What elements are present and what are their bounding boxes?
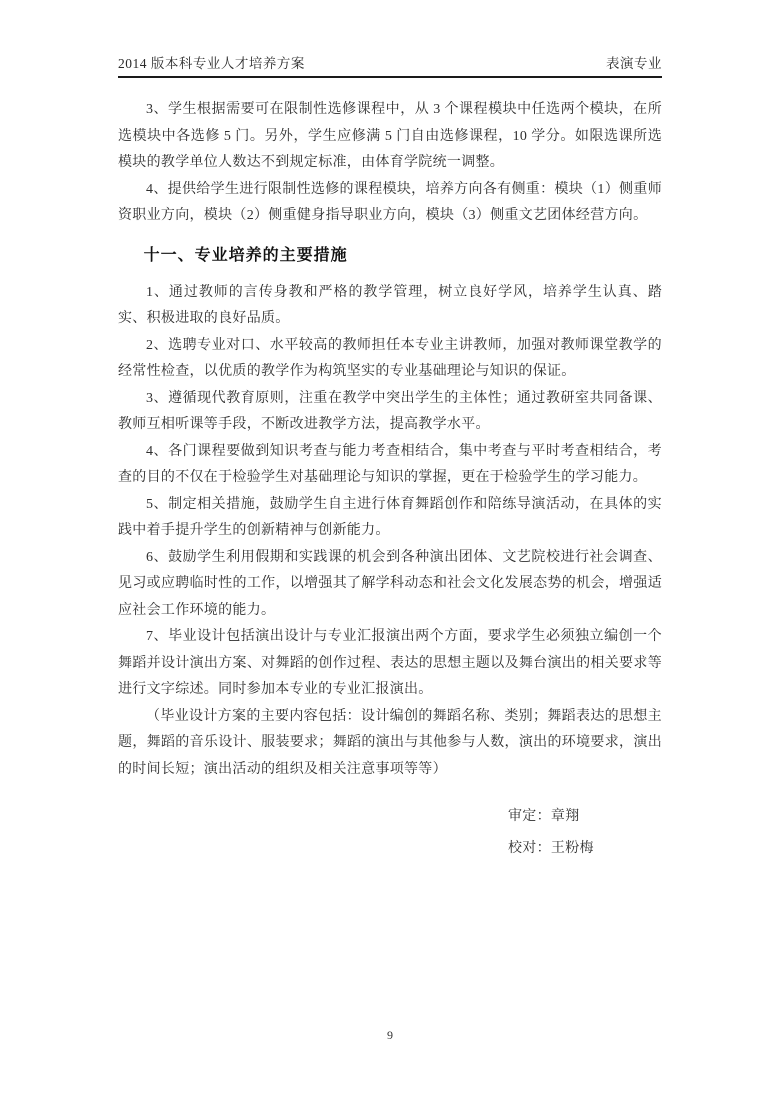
signoff-block (118, 801, 662, 865)
paragraph: 6、鼓励学生利用假期和实践课的机会到各种演出团体、文艺院校进行社会调查、见习或应聘临时性的工作，以增强其了解学科动态和社会文化发展态势的机会，增强适应社会工作环境的能力。 (118, 549, 662, 618)
document-body (118, 97, 662, 865)
paragraph: 7、毕业设计包括演出设计与专业汇报演出两个方面，要求学生必须独立编创一个舞蹈并设计演出方案、对舞蹈的创作过程、表达的思想主题以及舞台演出的相关要求等进行文字综述。同时参加本专业的专业汇报演出。 (118, 629, 662, 697)
paragraph: 2、选聘专业对口、水平较高的教师担任本专业主讲教师，加强对教师课堂教学的经常性检查，以优质的教学作为构筑坚实的专业基础理论与知识的保证。 (118, 337, 662, 379)
signoff-proofreader: 校对：王粉梅 (508, 841, 594, 856)
paragraph: 4、提供给学生进行限制性选修的课程模块，培养方向各有侧重：模块（1）侧重师资职业方向，模块（2）侧重健身指导职业方向，模块（3）侧重文艺团体经营方向。 (118, 181, 662, 223)
paragraph: 3、遵循现代教育原则，注重在教学中突出学生的主体性；通过教研室共同备课、教师互相听课等手段，不断改进教学方法，提高教学水平。 (118, 390, 662, 432)
paragraph: 4、各门课程要做到知识考查与能力考查相结合，集中考查与平时考查相结合，考查的目的不仅在于检验学生对基础理论与知识的掌握，更在于检验学生的学习能力。 (118, 443, 662, 485)
page-header (118, 52, 662, 78)
paragraph: 1、通过教师的言传身教和严格的教学管理，树立良好学风，培养学生认真、踏实、积极进取的良好品质。 (118, 284, 662, 326)
signoff-reviewer: 审定：章翔 (508, 809, 580, 824)
paragraph: 3、学生根据需要可在限制性选修课程中，从 3 个课程模块中任选两个模块，在所选模块中各选修 5 门。另外，学生应修满 5 门自由选修课程，10 学分。如限选课所选模块的教学单位人数达不到规定标准，由体育学院统一调整。 (118, 102, 662, 170)
header-left-title: 2014 版本科专业人才培养方案 (118, 56, 305, 71)
section-heading: 十一、专业培养的主要措施 (143, 246, 348, 264)
page-number: 9 (387, 1028, 393, 1042)
header-right-title: 表演专业 (606, 56, 662, 71)
paragraph: 5、制定相关措施，鼓励学生自主进行体育舞蹈创作和陪练导演活动，在具体的实践中着手提升学生的创新精神与创新能力。 (118, 496, 662, 538)
paragraph: （毕业设计方案的主要内容包括：设计编创的舞蹈名称、类别；舞蹈表达的思想主题，舞蹈的音乐设计、服装要求；舞蹈的演出与其他参与人数，演出的环境要求，演出的时间长短；演出活动的组织及相关注意事项等等） (118, 708, 662, 777)
